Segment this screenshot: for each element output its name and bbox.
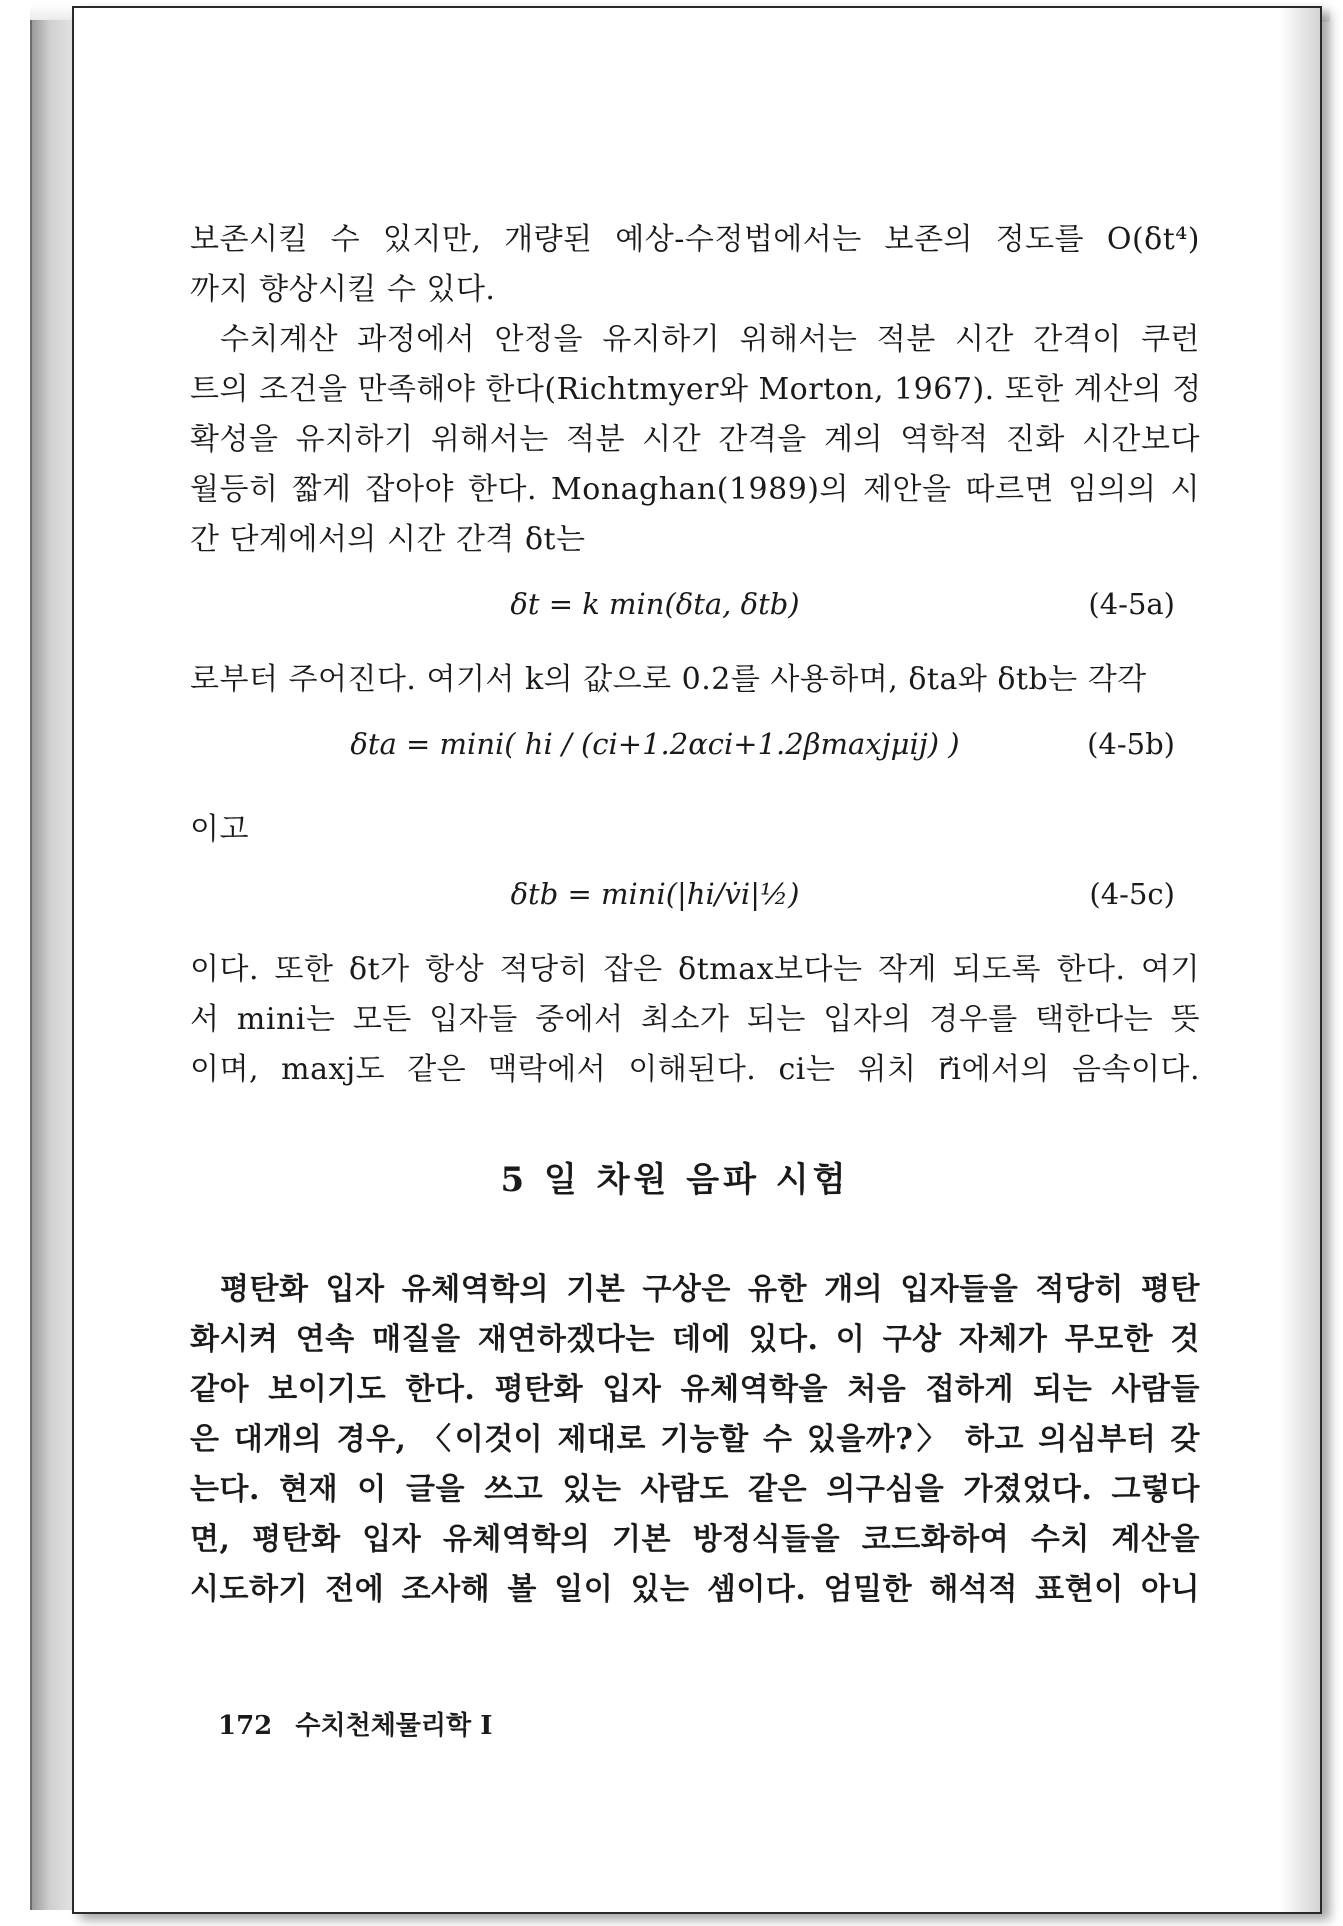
text-line: 간 단계에서의 시간 간격 δt는 bbox=[190, 522, 586, 557]
equation-4-5c bbox=[190, 855, 1200, 945]
page-footer bbox=[218, 1705, 506, 1742]
text-line: 보존시킬 수 있지만, 개량된 예상-수정법에서는 보존의 정도를 O(δt⁴) bbox=[190, 222, 1200, 257]
equation-number: (4-5c) bbox=[1089, 877, 1175, 911]
section-title: 5 일 차원 음파 시험 bbox=[500, 1160, 850, 1200]
text-line: 수치계산 과정에서 안정을 유지하기 위해서는 적분 시간 간격이 쿠런 bbox=[220, 322, 1200, 357]
equation-formula: δt = k min(δta, δtb) bbox=[510, 587, 800, 621]
page-shade bbox=[1280, 8, 1320, 1912]
text-line: 이며, maxj도 같은 맥락에서 이해된다. ci는 위치 r⃗i에서의 음속이다. bbox=[190, 1052, 1200, 1087]
book-spine bbox=[30, 20, 76, 1910]
text-line: 트의 조건을 만족해야 한다(Richtmyer와 Morton, 1967). 또한 계산의 정 bbox=[190, 372, 1202, 407]
text-line: 확성을 유지하기 위해서는 적분 시간 간격을 계의 역학적 진화 시간보다 bbox=[190, 422, 1200, 457]
text-line: 화시켜 연속 매질을 재연하겠다는 데에 있다. 이 구상 자체가 무모한 것 bbox=[190, 1322, 1200, 1357]
text-line: 는다. 현재 이 글을 쓰고 있는 사람도 같은 의구심을 가졌었다. 그렇다 bbox=[190, 1472, 1200, 1507]
text-line: 서 mini는 모든 입자들 중에서 최소가 되는 입자의 경우를 택한다는 뜻 bbox=[190, 1002, 1200, 1037]
text-line: 은 대개의 경우, 〈이것이 제대로 기능할 수 있을까?〉 하고 의심부터 갖 bbox=[190, 1422, 1200, 1457]
text-line: 시도하기 전에 조사해 볼 일이 있는 셈이다. 엄밀한 해석적 표현이 아니 bbox=[190, 1572, 1200, 1607]
equation-4-5b bbox=[190, 705, 1200, 805]
page-number: 172 bbox=[218, 1711, 273, 1741]
text-line: 월등히 짧게 잡아야 한다. Monaghan(1989)의 제안을 따르면 임의의 시 bbox=[190, 472, 1200, 507]
equation-formula: δtb = mini(|hi/v̇i|½) bbox=[510, 877, 800, 911]
text-line: 까지 향상시킬 수 있다. bbox=[190, 272, 496, 307]
equation-4-5a bbox=[190, 565, 1200, 655]
equation-number: (4-5b) bbox=[1087, 727, 1175, 761]
equation-number: (4-5a) bbox=[1088, 587, 1175, 621]
text-line: 이고 bbox=[190, 812, 249, 847]
book-title: 수치천체물리학 I bbox=[295, 1711, 493, 1741]
text-line: 로부터 주어진다. 여기서 k의 값으로 0.2를 사용하며, δta와 δtb는 각각 bbox=[190, 662, 1147, 697]
text-line: 평탄화 입자 유체역학의 기본 구상은 유한 개의 입자들을 적당히 평탄 bbox=[220, 1272, 1200, 1307]
text-line: 면, 평탄화 입자 유체역학의 기본 방정식들을 코드화하여 수치 계산을 bbox=[190, 1522, 1200, 1557]
page-content bbox=[190, 215, 1200, 1615]
equation-formula: δta = mini( hi / (ci+1.2αci+1.2βmaxjμij) ) bbox=[350, 727, 960, 761]
text-line: 같아 보이기도 한다. 평탄화 입자 유체역학을 처음 접하게 되는 사람들 bbox=[190, 1372, 1200, 1407]
text-line: 이다. 또한 δt가 항상 적당히 잡은 δtmax보다는 작게 되도록 한다. 여기 bbox=[190, 952, 1200, 987]
